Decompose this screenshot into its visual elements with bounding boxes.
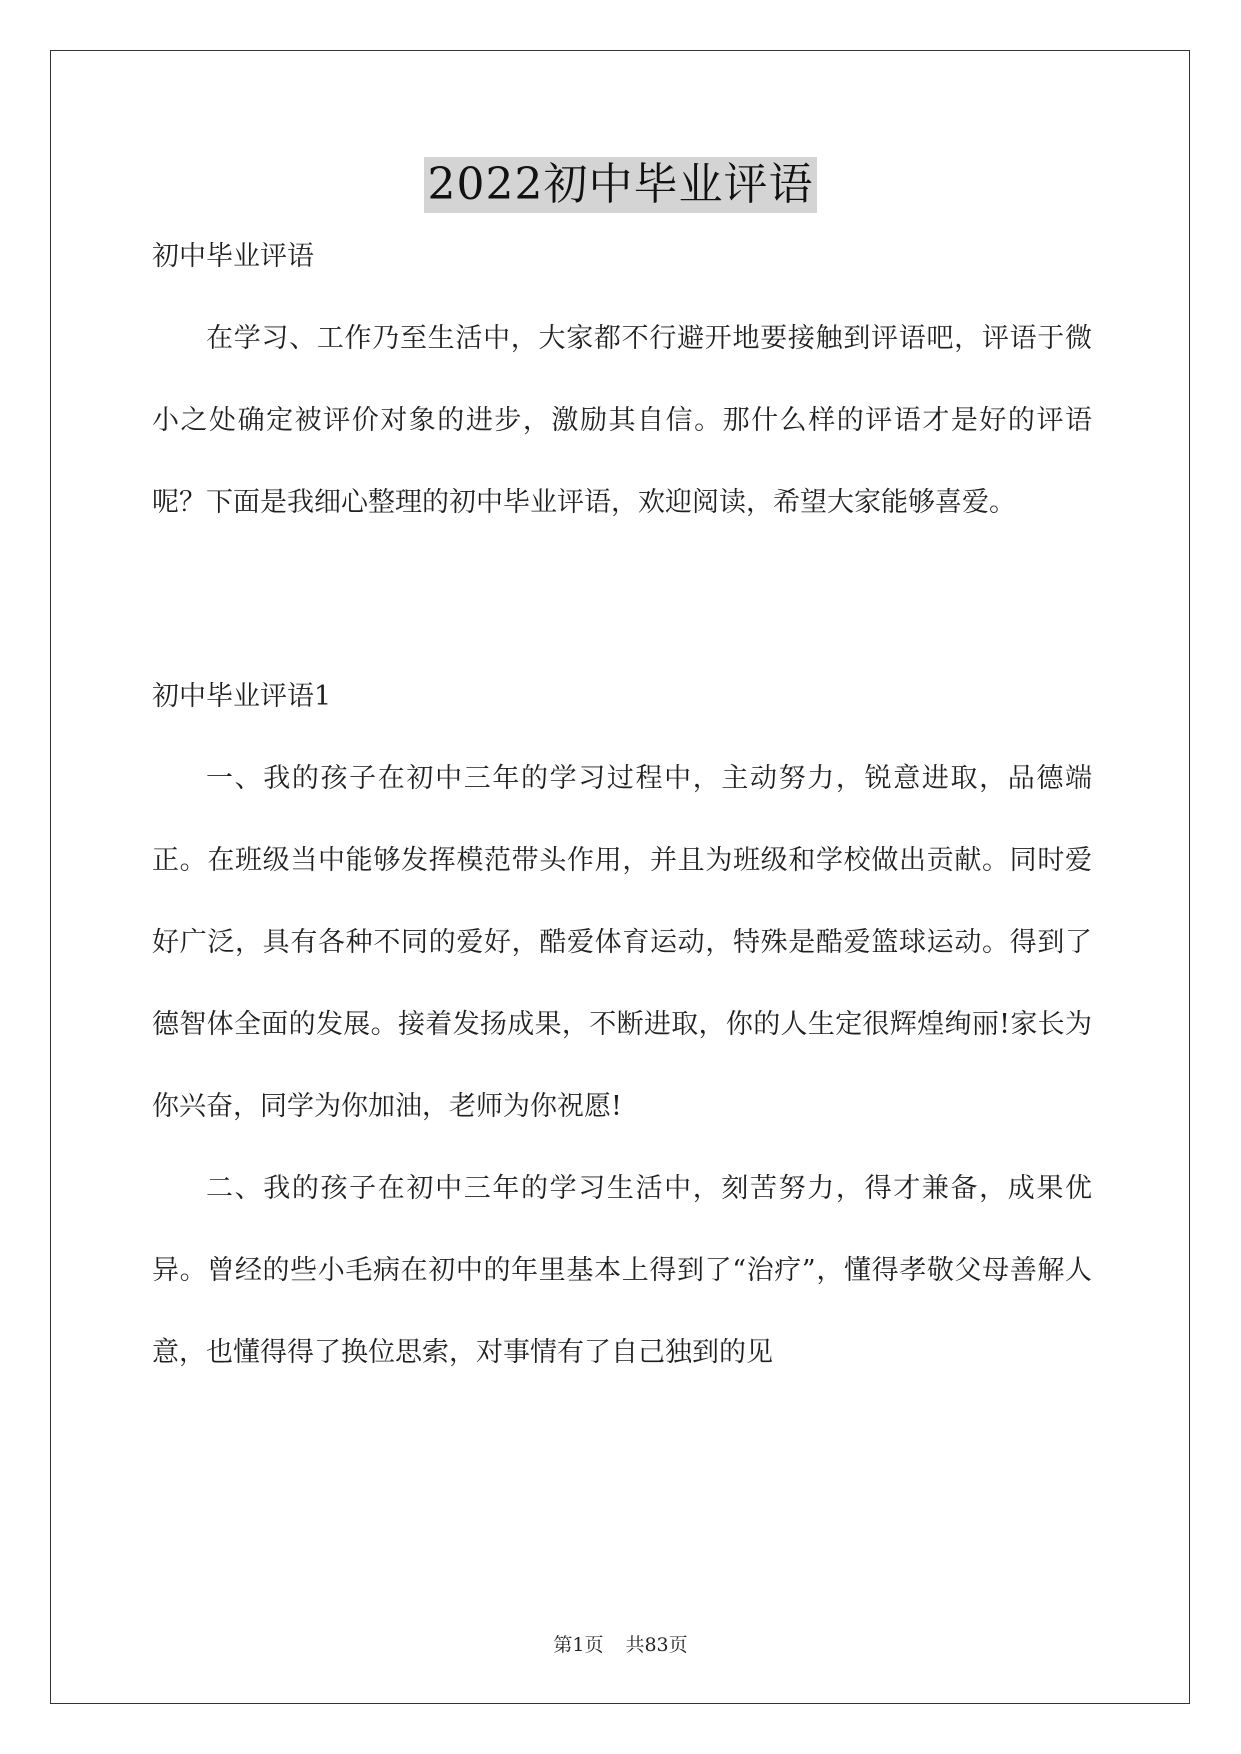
- section-heading: 初中毕业评语: [152, 241, 314, 272]
- document-body-section-1: [152, 656, 1092, 1394]
- document-body: [152, 216, 1092, 544]
- intro-paragraph: 在学习、工作乃至生活中，大家都不行避开地要接触到评语吧，评语于微小之处确定被评价对象的进步，激励其自信。那什么样的评语才是好的评语呢？下面是我细心整理的初中毕业评语，欢迎阅读，希望大家能够喜爱。: [152, 323, 1092, 518]
- title-container: [0, 157, 1241, 213]
- page-footer: [0, 1630, 1241, 1657]
- page-number: 第1页: [553, 1634, 604, 1656]
- comment-paragraph-1: 一、我的孩子在初中三年的学习过程中，主动努力，锐意进取，品德端正。在班级当中能够发挥模范带头作用，并且为班级和学校做出贡献。同时爱好广泛，具有各种不同的爱好，酷爱体育运动，特殊是酷爱篮球运动。得到了德智体全面的发展。接着发扬成果，不断进取，你的人生定很辉煌绚丽!家长为你兴奋，同学为你加油，老师为你祝愿!: [152, 763, 1092, 1122]
- comment-paragraph-2: 二、我的孩子在初中三年的学习生活中，刻苦努力，得才兼备，成果优异。曾经的些小毛病在初中的年里基本上得到了“治疗”，懂得孝敬父母善解人意，也懂得得了换位思索，对事情有了自己独到的见: [152, 1173, 1092, 1368]
- page-total: 共83页: [625, 1634, 688, 1656]
- section-heading-1: 初中毕业评语1: [152, 681, 332, 712]
- document-title: 2022初中毕业评语: [424, 157, 818, 213]
